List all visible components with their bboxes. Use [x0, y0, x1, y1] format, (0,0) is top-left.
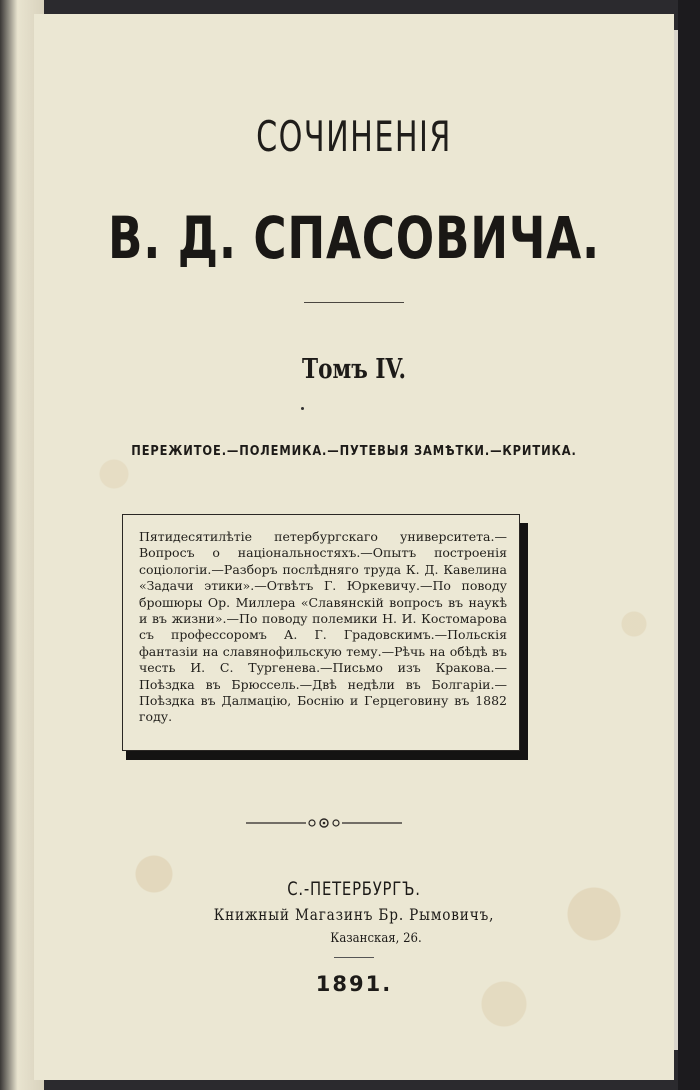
publication-year: 1891. [315, 972, 393, 996]
ornament-divider [246, 816, 402, 830]
title-divider [304, 302, 404, 303]
title-works: СОЧИНЕНІЯ [256, 112, 452, 161]
volume-subtitle: ПЕРЕЖИТОЕ.—ПОЛЕМИКА.—ПУТЕВЫЯ ЗАМѢТКИ.—КРИТИКА. [131, 444, 577, 459]
background-edge [678, 0, 700, 1090]
imprint-address: Казанская, 26. [330, 931, 422, 946]
title-page [34, 14, 674, 1080]
decorative-dot [301, 407, 304, 410]
imprint-city: С.-ПЕТЕРБУРГЪ. [287, 878, 421, 900]
year-divider [334, 957, 374, 958]
contents-text: Пятидесятилѣтіе петербургскаго университета.—Вопросъ о національностяхъ.—Опытъ построенія соціологіи.—Разборъ послѣдняго труда К. Д. Кавелина «Задачи этики».—Отвѣтъ Г. Юркевичу.—По поводу брошюры Ор. Миллера «Славянскій вопросъ въ наукѣ и въ жизни».—По поводу полемики Н. И. Костомарова съ профессоромъ А. Г. Градовскимъ.—Польскія фантазіи на славянофильскую тему.—Рѣчь на обѣдѣ въ честь И. С. Тургенева.—Письмо изъ Кракова.—Поѣздка въ Брюссель.—Двѣ недѣли въ Болгаріи.—Поѣздка въ Далмацію, Боснію и Герцеговину въ 1882 году. [139, 529, 507, 725]
volume-number: Томъ IV. [302, 354, 406, 385]
title-author: В. Д. СПАСОВИЧА. [108, 204, 600, 272]
contents-box [122, 514, 520, 751]
imprint-publisher: Книжный Магазинъ Бр. Рымовичъ, [213, 905, 495, 924]
